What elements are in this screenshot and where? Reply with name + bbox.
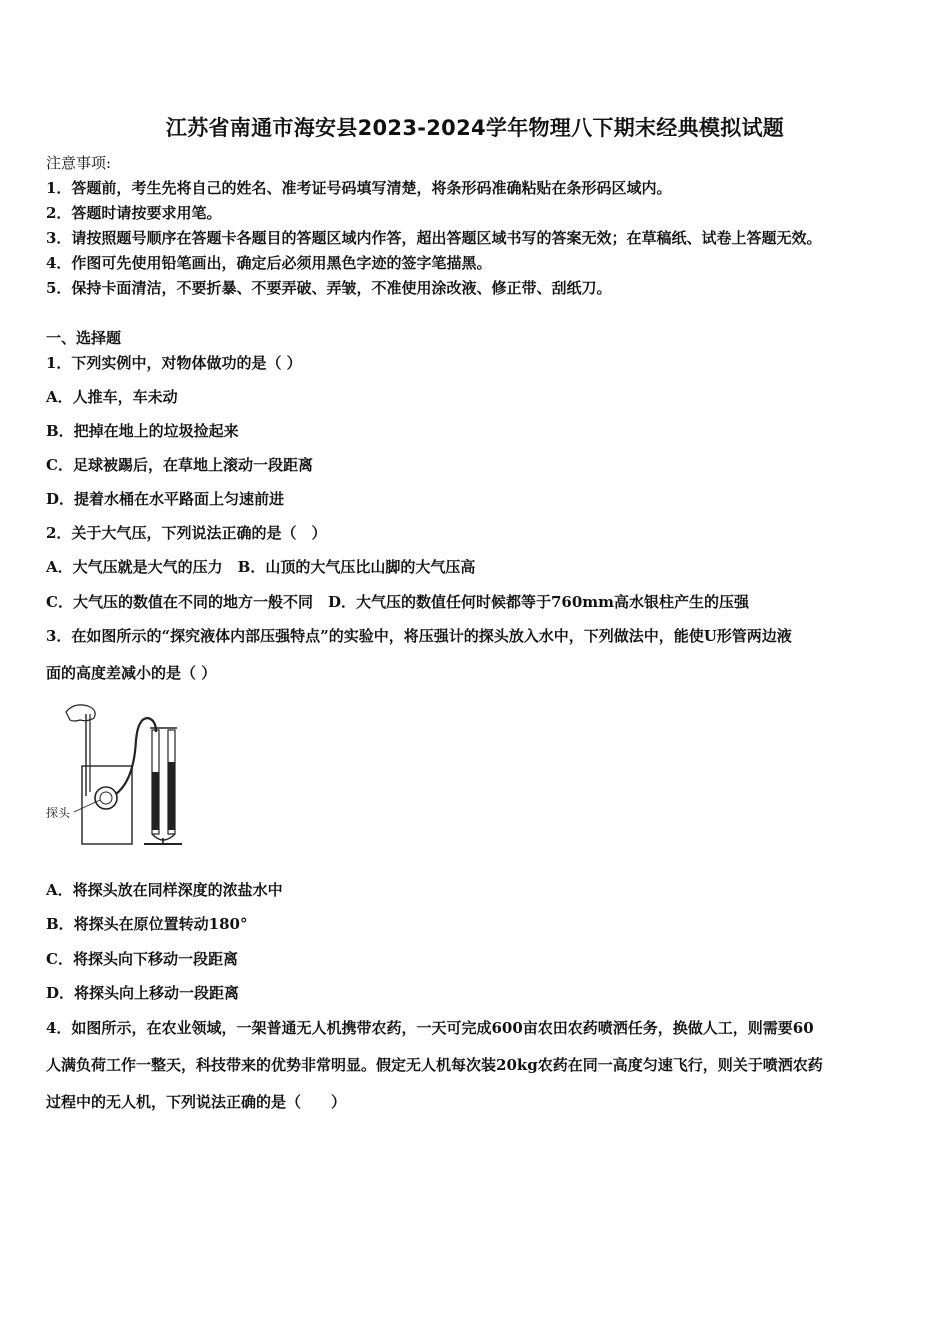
probe-icon (95, 787, 117, 809)
section-heading: 一、选择题 (46, 329, 122, 347)
notice-item: 3．请按照题号顺序在答题卡各题目的答题区域内作答，超出答题区域书写的答案无效；在草稿纸、试卷上答题无效。 (46, 229, 822, 247)
question-1-option-a: A．人推车，车未动 (46, 388, 178, 406)
question-2-stem: 2．关于大气压，下列说法正确的是（ ） (46, 524, 327, 542)
rubber-tube (116, 718, 156, 794)
notice-item: 4．作图可先使用铅笔画出，确定后必须用黑色字迹的签字笔描黑。 (46, 254, 492, 272)
question-1-option-d: D．提着水桶在水平路面上匀速前进 (46, 490, 285, 508)
question-3-stem-line-2: 面的高度差减小的是（ ） (46, 664, 217, 682)
notice-item: 5．保持卡面清洁，不要折暴、不要弄破、弄皱，不准使用涂改液、修正带、刮纸刀。 (46, 279, 612, 297)
question-4-line-1: 4．如图所示，在农业领域，一架普通无人机携带农药，一天可完成600亩农田农药喷洒任务，换做人工，则需要60 (46, 1019, 814, 1037)
question-1-option-c: C．足球被踢后，在草地上滚动一段距离 (46, 456, 313, 474)
question-3-option-d: D．将探头向上移动一段距离 (46, 984, 240, 1002)
question-2-options-row-1: A．大气压就是大气的压力 B．山顶的大气压比山脚的大气压高 (46, 558, 476, 576)
question-3-stem-line-1: 3．在如图所示的“探究液体内部压强特点”的实验中，将压强计的探头放入水中，下列做法中，能使U形管两边液 (46, 627, 792, 645)
hand-icon (66, 705, 95, 721)
question-3-option-c: C．将探头向下移动一段距离 (46, 950, 238, 968)
question-1-stem: 1．下列实例中，对物体做功的是（ ） (46, 354, 302, 372)
page-title: 江苏省南通市海安县2023-2024学年物理八下期末经典模拟试题 (165, 116, 785, 140)
notice-item: 1．答题前，考生先将自己的姓名、准考证号码填写清楚，将条形码准确粘贴在条形码区域内。 (46, 179, 672, 197)
probe-label: 探头 (46, 806, 71, 820)
notice-item: 2．答题时请按要求用笔。 (46, 204, 222, 222)
question-1-option-b: B．把掉在地上的垃圾捡起来 (46, 422, 239, 440)
pressure-gauge-figure (44, 700, 184, 850)
question-2-options-row-2: C．大气压的数值在不同的地方一般不同 D．大气压的数值任何时候都等于760mm高水银柱产生的压强 (46, 593, 750, 611)
question-3-option-a: A．将探头放在同样深度的浓盐水中 (46, 881, 283, 899)
notice-heading: 注意事项: (46, 154, 112, 172)
question-4-line-2: 人满负荷工作一整天，科技带来的优势非常明显。假定无人机每次装20kg农药在同一高度匀速飞行，则关于喷洒农药 (46, 1056, 823, 1074)
question-3-option-b: B．将探头在原位置转动180° (46, 915, 248, 933)
question-4-line-3: 过程中的无人机，下列说法正确的是（ ） (46, 1093, 347, 1111)
